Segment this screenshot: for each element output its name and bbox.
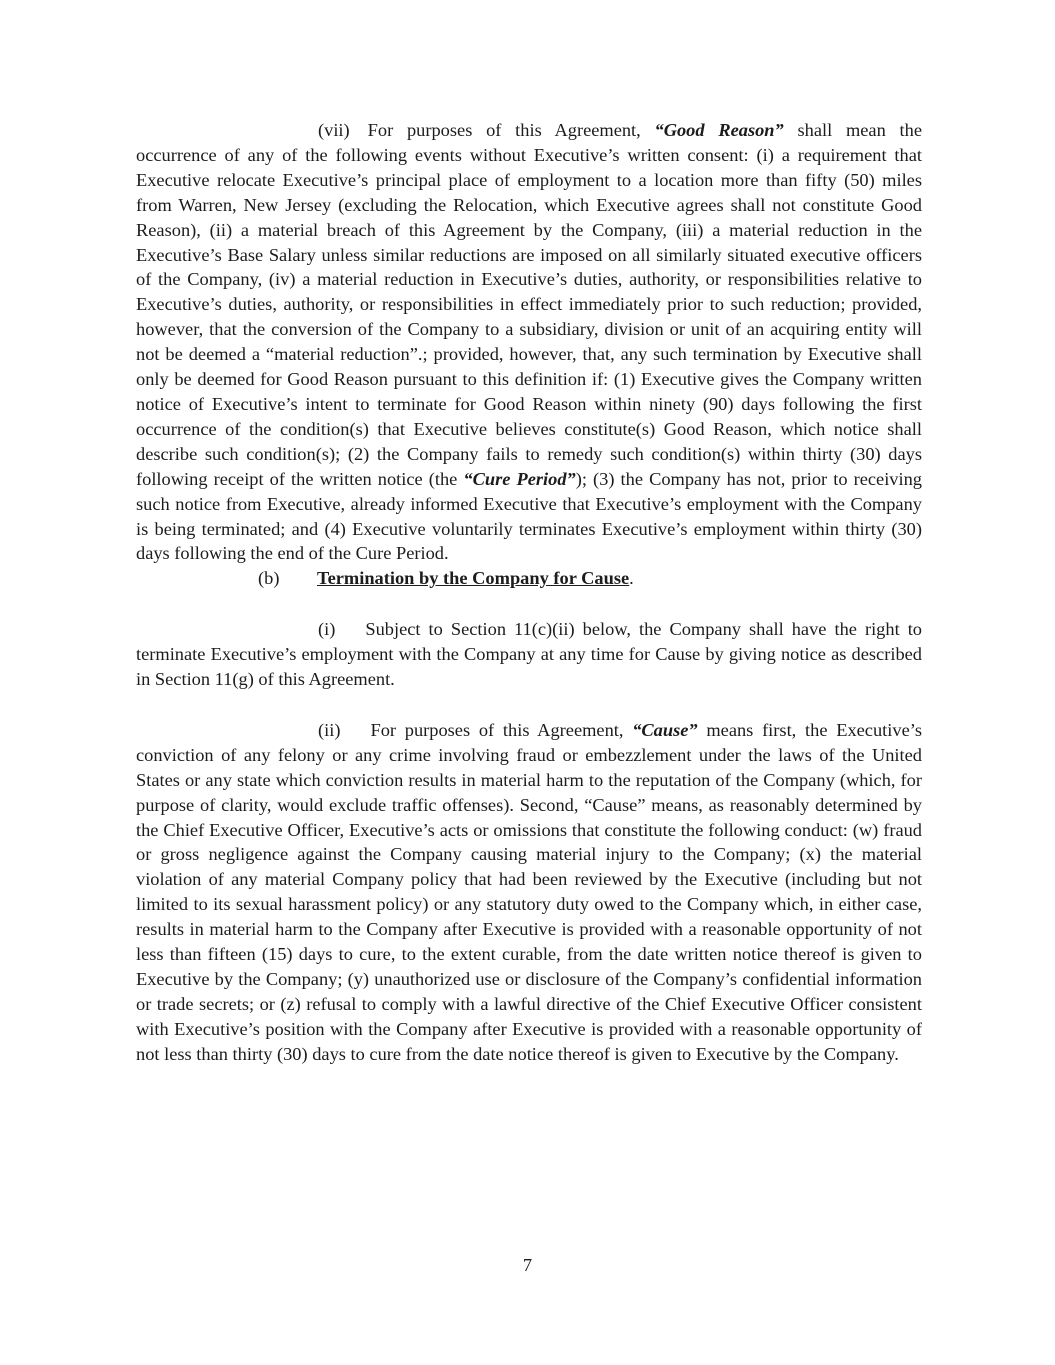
good-reason-term: “Good Reason” [654, 120, 784, 140]
good-reason-text-end: ); (3) the Company has not, prior to receiving such notice from Executive, already informed Executive that Executive’s employment with the Company is being terminated; and (4) Executive voluntarily terminates Executive’s employment within thirty (30) days following the end of the Cure Period. [136, 468, 922, 564]
document-page [136, 118, 922, 1067]
page-number: 7 [522, 1255, 533, 1275]
clause-number-ii: (ii) [318, 719, 341, 740]
cause-term: “Cause” [632, 719, 698, 740]
cause-text-before: For purposes of this Agreement, [370, 719, 633, 740]
clause-number-i: (i) [318, 619, 336, 640]
paragraph-cause-definition [136, 718, 922, 1067]
cause-right-text: Subject to Section 11(c)(ii) below, the Company shall have the right to terminate Executive’s employment with the Company at any time for Cause by giving notice as described in Section 11(g) of this Agreement. [136, 619, 922, 690]
clause-number-vii: (vii) [318, 120, 350, 140]
section-title-suffix: . [629, 568, 634, 589]
cause-text-after: means first, the Executive’s conviction of any felony or any crime involving fraud or embezzlement under the laws of the United States or any state which conviction results in material harm to the reputation of the Company (which, for purpose of clarity, would exclude traffic offenses). Second, “Cause” means, as reasonably determined by the Chief Executive Officer, Executive’s acts or omissions that constitute the following conduct: (w) fraud or gross negligence against the Company causing material injury to the Company; (x) the material violation of any material Company policy that had been reviewed by the Executive (including but not limited to its sexual harassment policy) or any statutory duty owed to the Company which, in either case, results in material harm to the Company after Executive is provided with a reasonable opportunity of not less than fifteen (15) days to cure, to the extent curable, from the date written notice thereof is given to Executive by the Company; (y) unauthorized use or disclosure of the Company’s confidential information or trade secrets; or (z) refusal to comply with a lawful directive of the Chief Executive Officer consistent with Executive’s position with the Company after Executive is provided with a reasonable opportunity of not less than thirty (30) days to cure from the date notice thereof is given to Executive by the Company. [136, 719, 923, 1064]
paragraph-good-reason [136, 118, 922, 566]
section-number-b: (b) [258, 568, 280, 589]
good-reason-text-before: For purposes of this Agreement, [367, 120, 655, 140]
section-heading-b [136, 566, 922, 591]
cure-period-term: “Cure Period” [463, 468, 576, 489]
paragraph-cause-right [136, 617, 922, 692]
section-title-b: Termination by the Company for Cause [317, 568, 630, 589]
good-reason-text-after: shall mean the occurrence of any of the following events without Executive’s written consent: (i) a requirement that Executive relocate Executive’s principal place of employment to a location more than fifty (50) miles from Warren, New Jersey (excluding the Relocation, which Executive agrees shall not constitute Good Reason), (ii) a material breach of this Agreement by the Company, (iii) a material reduction in the Executive’s Base Salary unless similar reductions are imposed on all similarly situated executive officers of the Company, (iv) a material reduction in Executive’s duties, authority, or responsibilities relative to Executive’s duties, authority, or responsibilities in effect immediately prior to such reduction; provided, however, that the conversion of the Company to a subsidiary, division or unit of an acquiring entity will not be deemed a “material reduction”.; provided, however, that, any such termination by Executive shall only be deemed for Good Reason pursuant to this definition if: (1) Executive gives the Company written notice of Executive’s intent to terminate for Good Reason within ninety (90) days following the first occurrence of the condition(s) that Executive believes constitute(s) Good Reason, which notice shall describe such condition(s); (2) the Company fails to remedy such condition(s) within thirty (30) days following receipt of the written notice (the [136, 120, 923, 489]
